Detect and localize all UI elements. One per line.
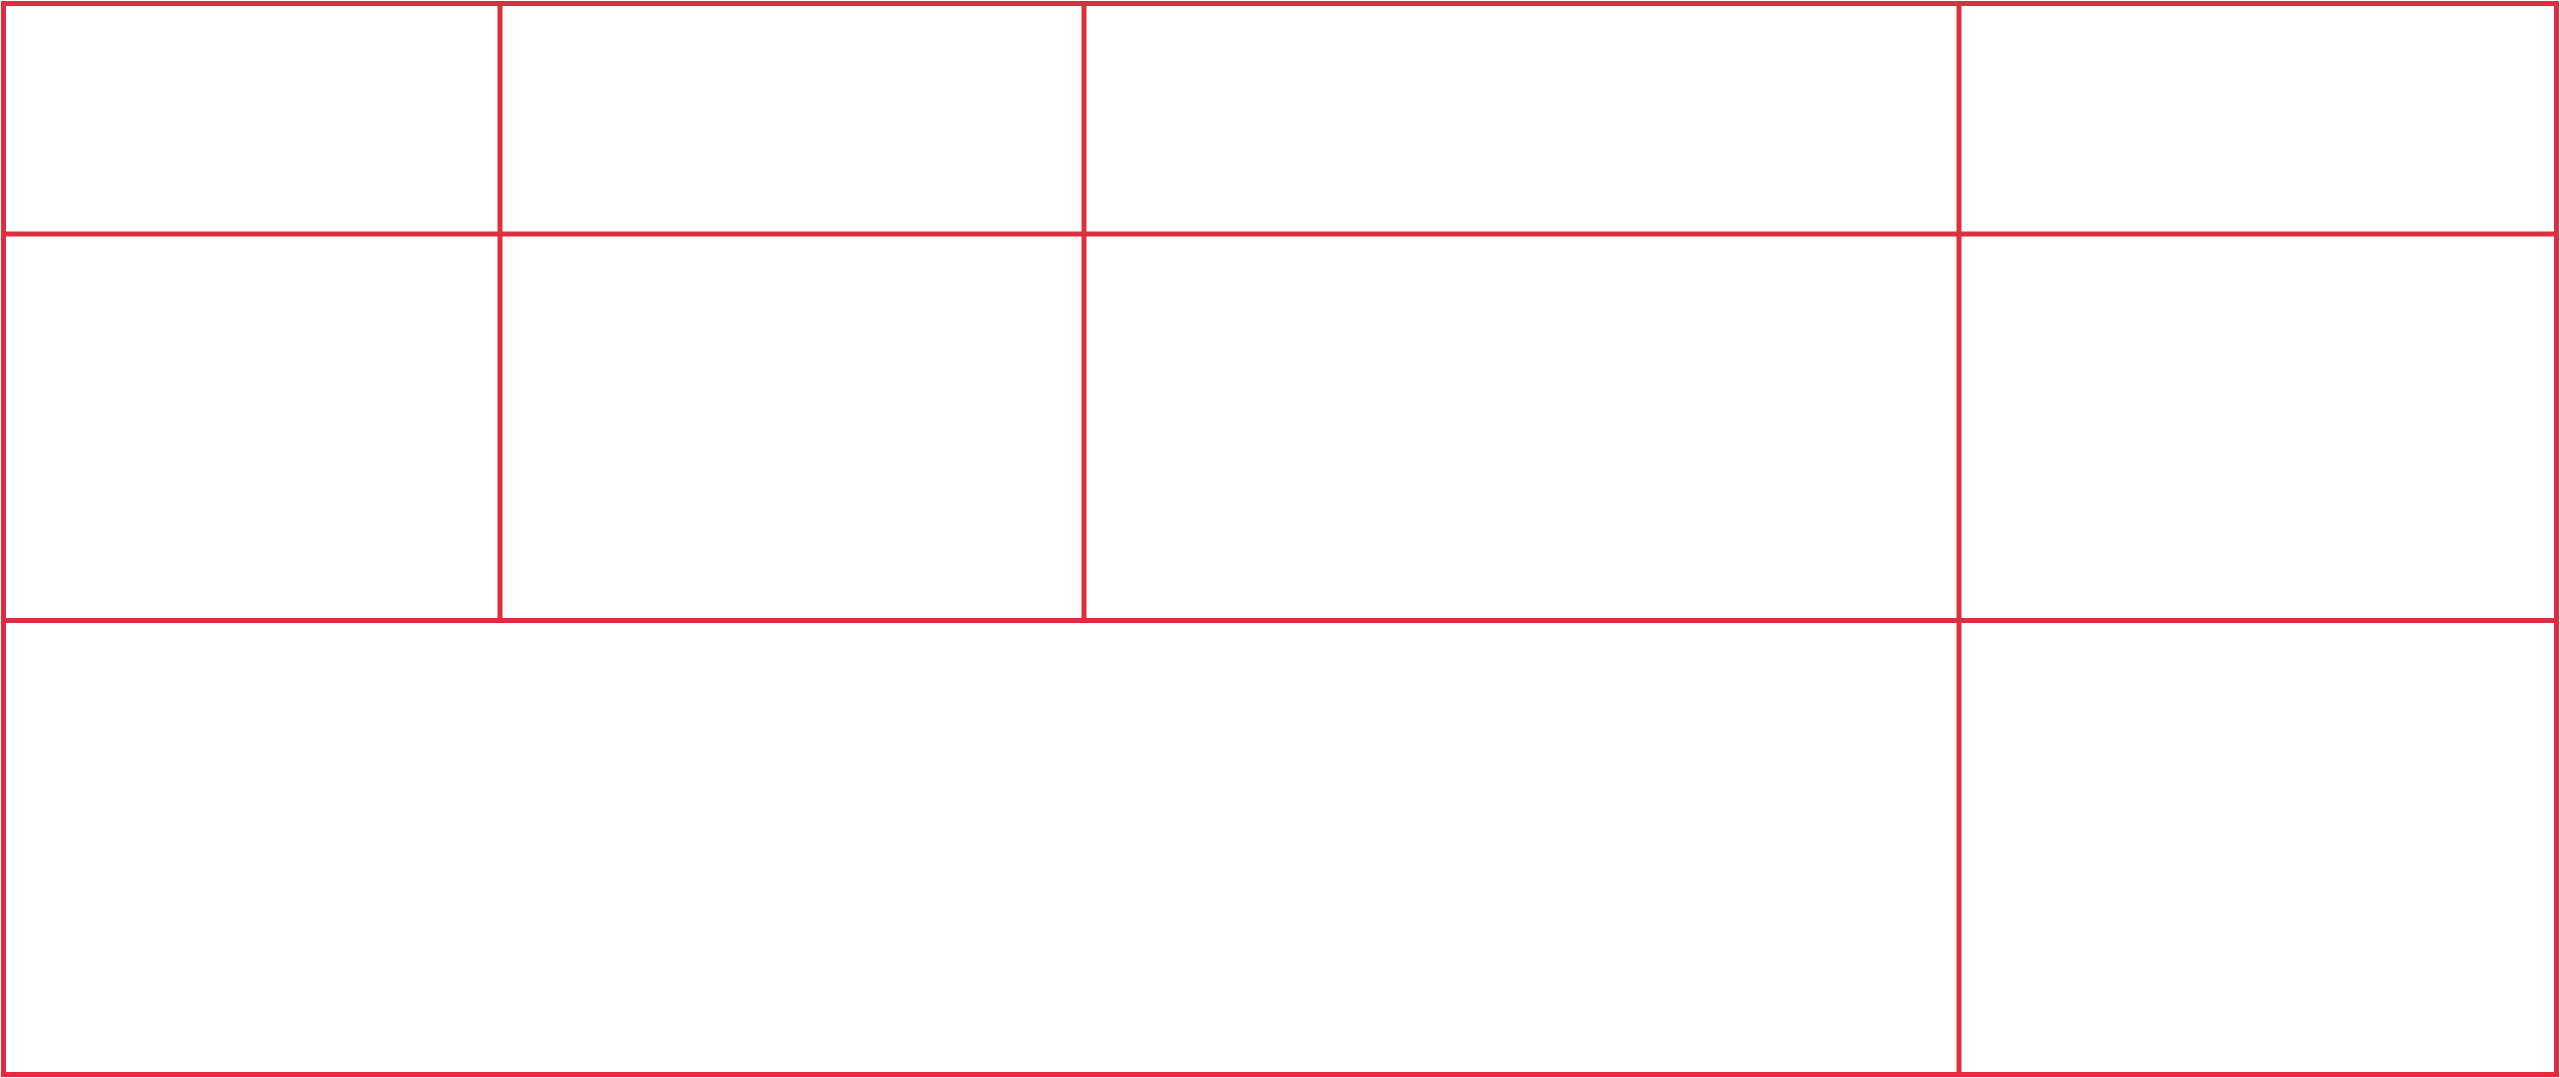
grid-cell bbox=[503, 6, 1081, 231]
grid-cell bbox=[1962, 6, 2554, 231]
grid-cell bbox=[6, 237, 497, 618]
grid-cell bbox=[1087, 237, 1956, 618]
grid-row-1 bbox=[6, 6, 2554, 231]
grid-cell bbox=[1962, 237, 2554, 618]
grid-cell bbox=[1962, 623, 2554, 1072]
grid-row-2 bbox=[6, 237, 2554, 618]
grid-cell bbox=[1087, 6, 1956, 231]
grid-row-3 bbox=[6, 623, 2554, 1072]
grid-cell bbox=[6, 623, 1956, 1072]
grid-cell bbox=[6, 6, 497, 231]
grid-cell bbox=[503, 237, 1081, 618]
